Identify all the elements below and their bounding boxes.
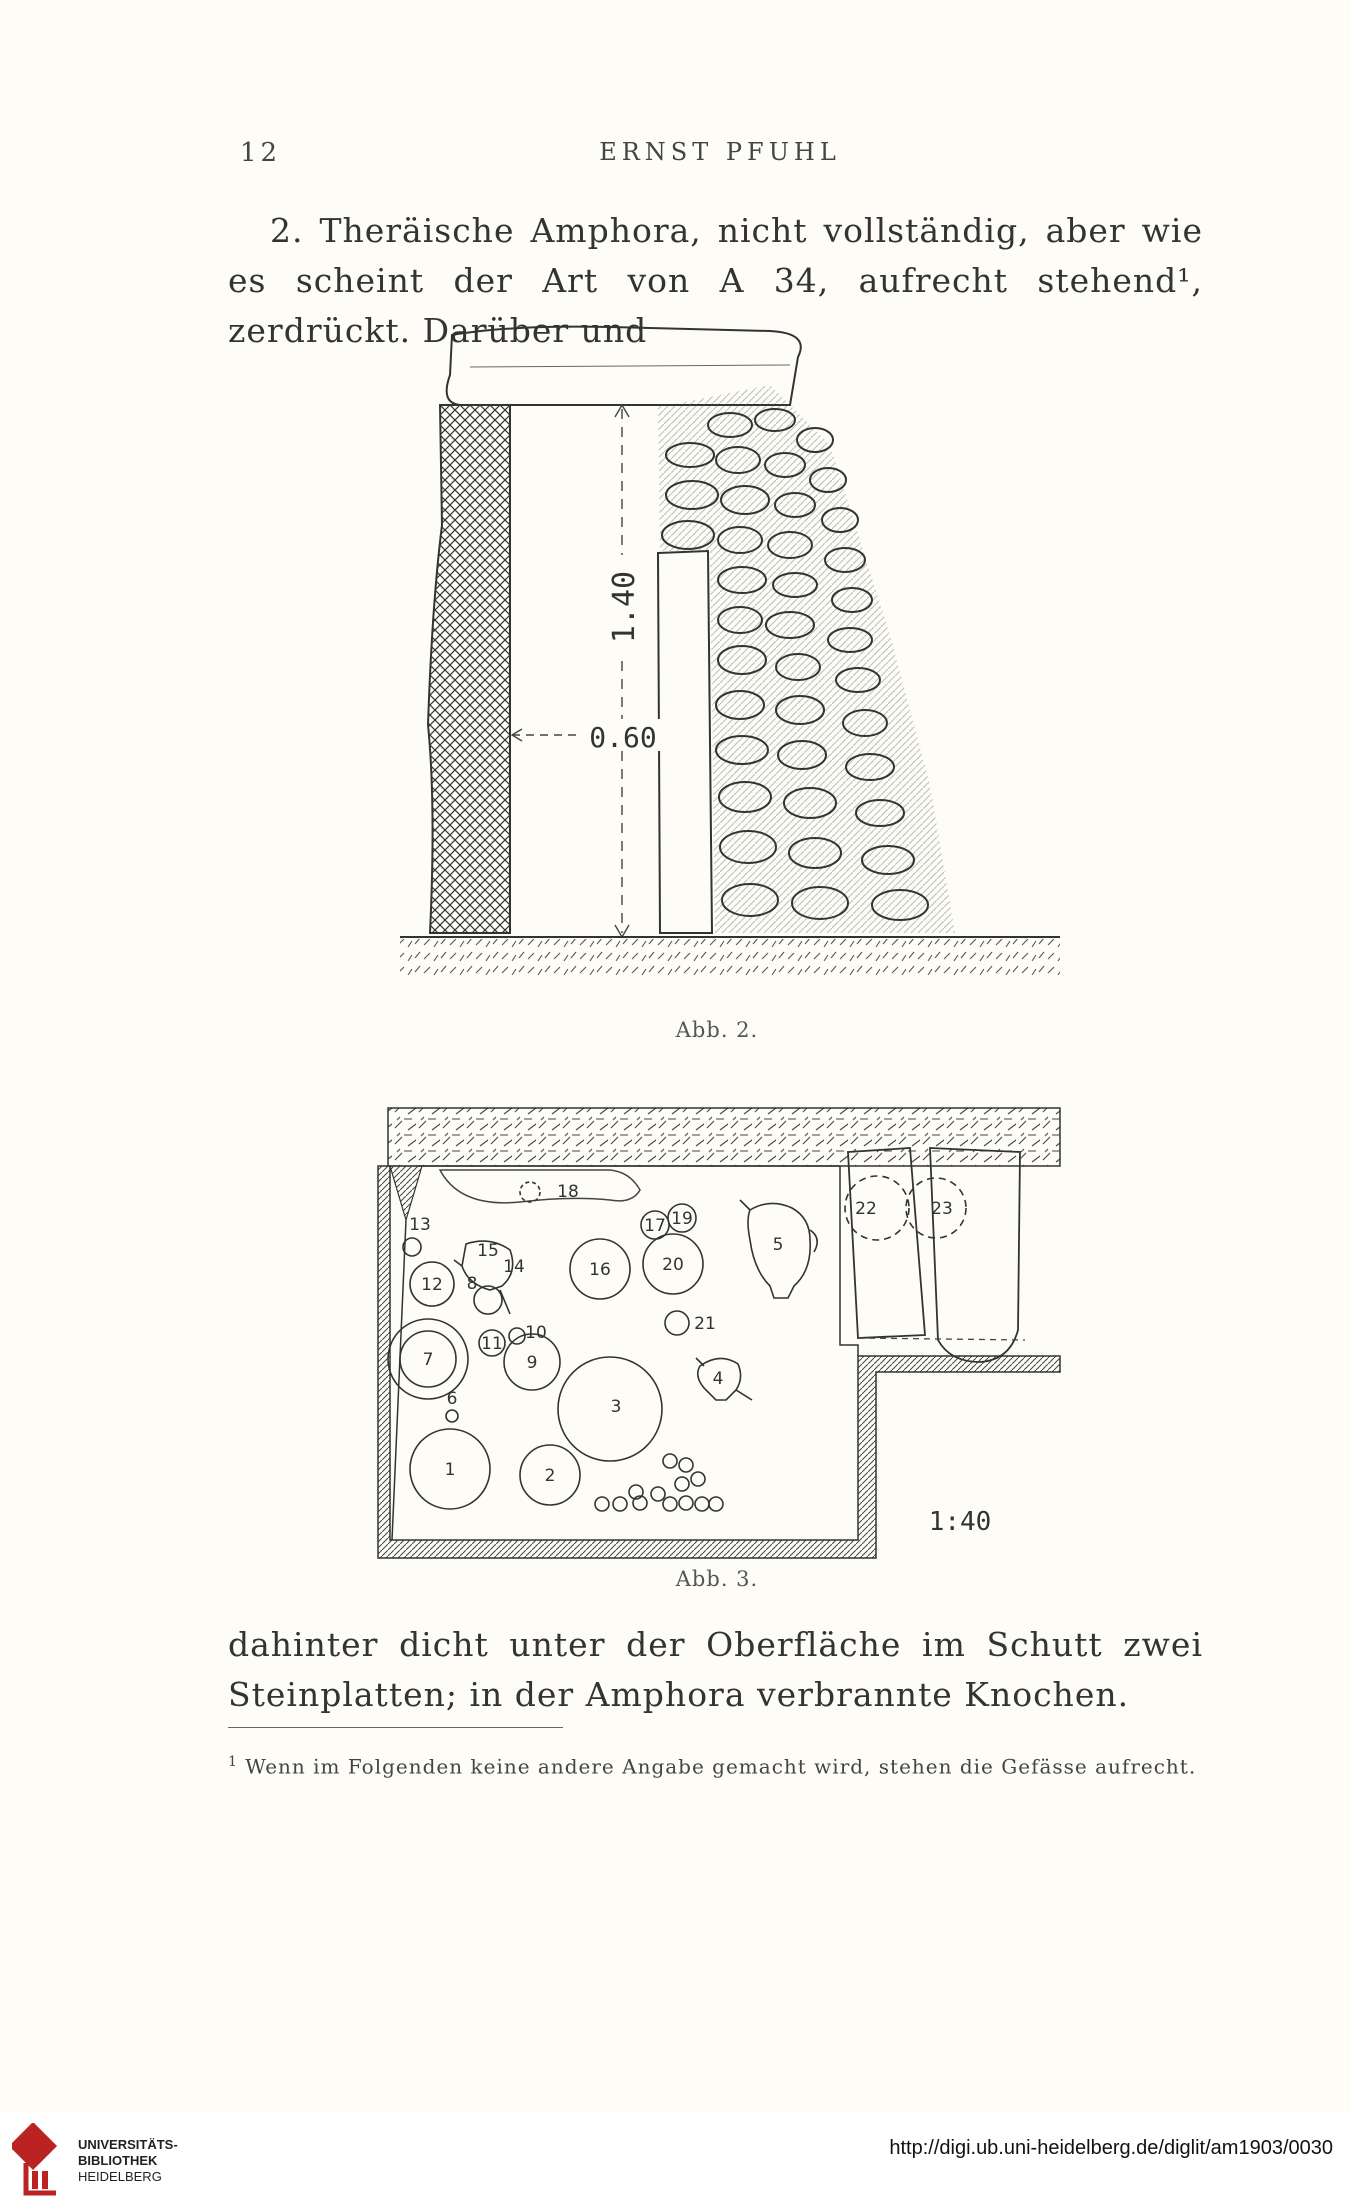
scale-label: 1:40	[928, 1507, 992, 1537]
figure-3-plan	[370, 1100, 1070, 1570]
width-dimension-label: 0.60	[589, 721, 657, 754]
label-18: 18	[557, 1182, 579, 1202]
label-6: 6	[446, 1389, 458, 1409]
footnote-text: Wenn im Folgenden keine andere Angabe gemacht wird, stehen die Gefässe aufrecht.	[245, 1754, 1197, 1779]
label-20: 20	[662, 1255, 684, 1275]
label-3: 3	[610, 1397, 622, 1417]
paragraph-bottom: dahinter dicht unter der Oberfläche im Schutt zwei Steinplatten; in der Amphora verbrannte Knochen.	[228, 1625, 1203, 1714]
figure-3-caption: Abb. 3.	[675, 1567, 759, 1591]
footnote	[228, 1744, 1203, 1785]
label-10: 10	[525, 1323, 547, 1343]
label-12: 12	[421, 1275, 443, 1295]
label-8: 8	[466, 1274, 478, 1294]
label-17: 17	[644, 1216, 666, 1236]
paragraph-top: 2. Theräische Amphora, nicht vollständig, aber wie es scheint der Art von A 34, aufrecht stehend¹, zerdrückt. Darüber und	[228, 211, 1203, 350]
figure-2-caption: Abb. 2.	[675, 1018, 759, 1042]
label-4: 4	[712, 1369, 724, 1389]
footnote-rule	[228, 1727, 563, 1728]
source-url-link[interactable]: http://digi.ub.uni-heidelberg.de/diglit/am1903/0030	[889, 2137, 1333, 2159]
tomb-walls	[378, 1166, 1060, 1558]
label-2: 2	[544, 1466, 556, 1486]
label-14: 14	[503, 1257, 525, 1277]
library-name-line2: BIBLIOTHEK	[78, 2153, 158, 2168]
running-title: ERNST PFUHL	[599, 138, 841, 166]
right-wall-slab	[658, 551, 712, 933]
label-15: 15	[477, 1241, 499, 1261]
label-9: 9	[526, 1353, 538, 1373]
rubble-band	[388, 1108, 1060, 1166]
label-7: 7	[422, 1350, 434, 1370]
library-name-line1: UNIVERSITÄTS-	[78, 2137, 178, 2152]
library-logo[interactable]	[10, 2121, 180, 2201]
page-number: 12	[240, 138, 282, 168]
label-21: 21	[694, 1314, 716, 1334]
library-footer-bar	[0, 2113, 1351, 2207]
label-11: 11	[481, 1334, 503, 1354]
height-dimension-label: 1.40	[607, 570, 642, 644]
library-name	[78, 2137, 178, 2185]
library-emblem-icon	[12, 2123, 68, 2199]
label-22: 22	[855, 1199, 877, 1219]
page-header	[240, 138, 1200, 178]
dry-stone-wall	[658, 385, 955, 933]
figure-2-drawing	[370, 305, 1070, 995]
left-wall-slab	[428, 405, 510, 933]
label-13: 13	[409, 1215, 431, 1235]
label-16: 16	[589, 1260, 611, 1280]
label-1: 1	[444, 1460, 456, 1480]
library-name-line3: HEIDELBERG	[78, 2169, 162, 2184]
footnote-marker: 1	[228, 1754, 238, 1770]
label-23: 23	[931, 1199, 953, 1219]
label-5: 5	[772, 1235, 784, 1255]
label-19: 19	[671, 1209, 693, 1229]
